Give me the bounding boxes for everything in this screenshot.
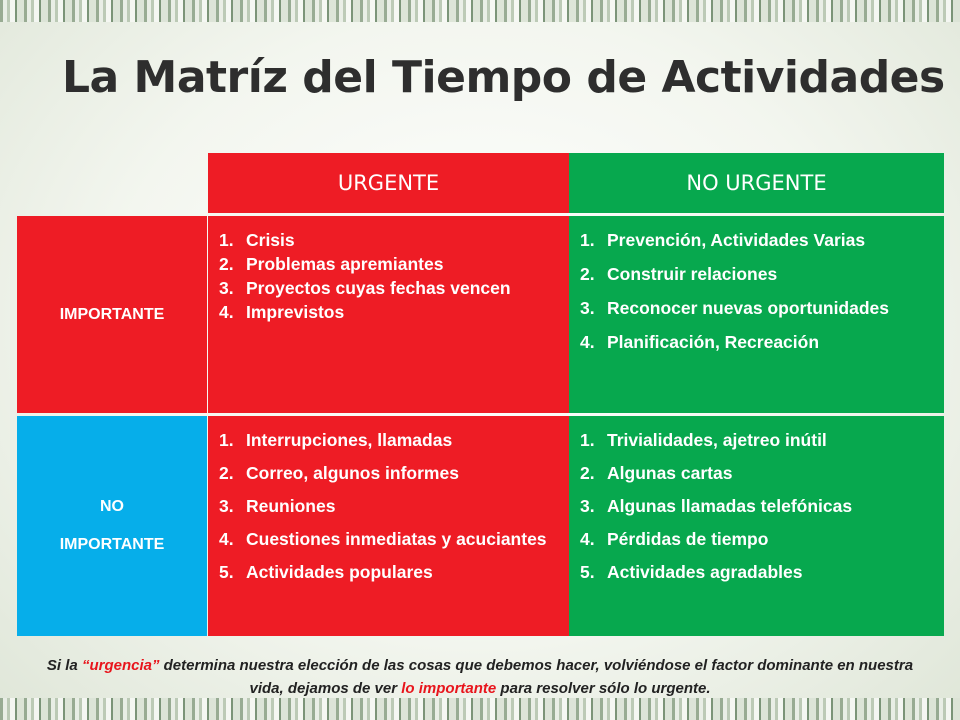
header-not-urgent	[569, 153, 944, 213]
list-item-text: Interrupciones, llamadas	[246, 430, 453, 450]
list-item	[208, 560, 569, 584]
quadrant-urgent-not-important-list	[208, 416, 569, 584]
quadrant-not-urgent-not-important-list	[569, 416, 944, 584]
decorative-top-stripes	[0, 0, 960, 22]
list-item-text: Algunas llamadas telefónicas	[607, 496, 853, 516]
list-item-number: 2.	[219, 254, 234, 274]
list-item-number: 5.	[580, 562, 595, 582]
list-item-text: Problemas apremiantes	[246, 254, 444, 274]
page-title: La Matríz del Tiempo de Actividades	[62, 52, 945, 103]
list-item-text: Actividades populares	[246, 562, 433, 582]
footnote-part1: Si la	[46, 657, 82, 674]
list-item-number: 2.	[580, 463, 595, 483]
header-not-urgent-label: NO URGENTE	[686, 171, 827, 195]
list-item-number: 1.	[219, 430, 234, 450]
list-item	[569, 527, 944, 551]
list-item-text: Reuniones	[246, 496, 336, 516]
list-item-text: Pérdidas de tiempo	[607, 529, 769, 549]
list-item-number: 3.	[219, 278, 234, 298]
list-item-text: Crisis	[246, 230, 295, 250]
list-item-number: 5.	[219, 562, 234, 582]
list-item-text: Planificación, Recreación	[607, 332, 820, 352]
list-item-number: 2.	[219, 463, 234, 483]
list-item	[208, 527, 569, 551]
list-item-text: Actividades agradables	[607, 562, 803, 582]
list-item	[569, 494, 944, 518]
list-item	[208, 252, 569, 276]
list-item-number: 3.	[219, 496, 234, 516]
list-item	[569, 560, 944, 584]
quadrant-not-urgent-important-list	[569, 216, 944, 354]
list-item-text: Reconocer nuevas oportunidades	[607, 298, 890, 318]
list-item	[208, 428, 569, 452]
list-item-number: 1.	[219, 230, 234, 250]
list-item	[569, 330, 944, 354]
list-item	[208, 276, 569, 300]
decorative-bottom-stripes	[0, 698, 960, 720]
row-label-not-important-line2: IMPORTANTE	[59, 536, 165, 553]
footnote-highlight-importante: lo importante	[401, 680, 497, 697]
list-item	[208, 300, 569, 324]
quadrant-urgent-not-important	[208, 416, 569, 636]
list-item	[569, 428, 944, 452]
list-item-text: Trivialidades, ajetreo inútil	[607, 430, 827, 450]
list-item-number: 2.	[580, 264, 595, 284]
list-item-number: 4.	[219, 529, 234, 549]
footnote-part2: determina nuestra elección de las cosas que debemos hacer, volviéndose el factor dominante en nuestra vida, dejamos de ver	[159, 657, 914, 697]
list-item	[208, 494, 569, 518]
quadrant-urgent-important-list	[208, 216, 569, 324]
header-urgent	[208, 153, 569, 213]
list-item-number: 3.	[580, 496, 595, 516]
list-item-text: Construir relaciones	[607, 264, 778, 284]
list-item	[208, 461, 569, 485]
footnote	[40, 654, 920, 700]
list-item-text: Cuestiones inmediatas y acuciantes	[246, 529, 547, 549]
footnote-part3: para resolver sólo lo urgente.	[496, 680, 711, 697]
quadrant-urgent-important	[208, 216, 569, 413]
list-item-number: 1.	[580, 230, 595, 250]
list-item-text: Imprevistos	[246, 302, 345, 322]
list-item-number: 1.	[580, 430, 595, 450]
list-item-text: Algunas cartas	[607, 463, 733, 483]
row-label-important	[17, 216, 207, 413]
quadrant-not-urgent-important	[569, 216, 944, 413]
list-item-text: Correo, algunos informes	[246, 463, 459, 483]
row-label-important-text: IMPORTANTE	[59, 305, 165, 323]
list-item	[569, 461, 944, 485]
footnote-highlight-urgencia: “urgencia”	[81, 657, 160, 674]
list-item	[208, 228, 569, 252]
row-label-not-important	[17, 416, 207, 636]
quadrant-not-urgent-not-important	[569, 416, 944, 636]
list-item-number: 3.	[580, 298, 595, 318]
list-item	[569, 296, 944, 320]
list-item-number: 4.	[580, 332, 595, 352]
list-item-text: Proyectos cuyas fechas vencen	[246, 278, 511, 298]
header-urgent-label: URGENTE	[337, 171, 440, 195]
list-item-text: Prevención, Actividades Varias	[607, 230, 866, 250]
list-item-number: 4.	[219, 302, 234, 322]
list-item-number: 4.	[580, 529, 595, 549]
row-label-not-important-line1: NO	[100, 498, 124, 515]
list-item	[569, 262, 944, 286]
list-item	[569, 228, 944, 252]
